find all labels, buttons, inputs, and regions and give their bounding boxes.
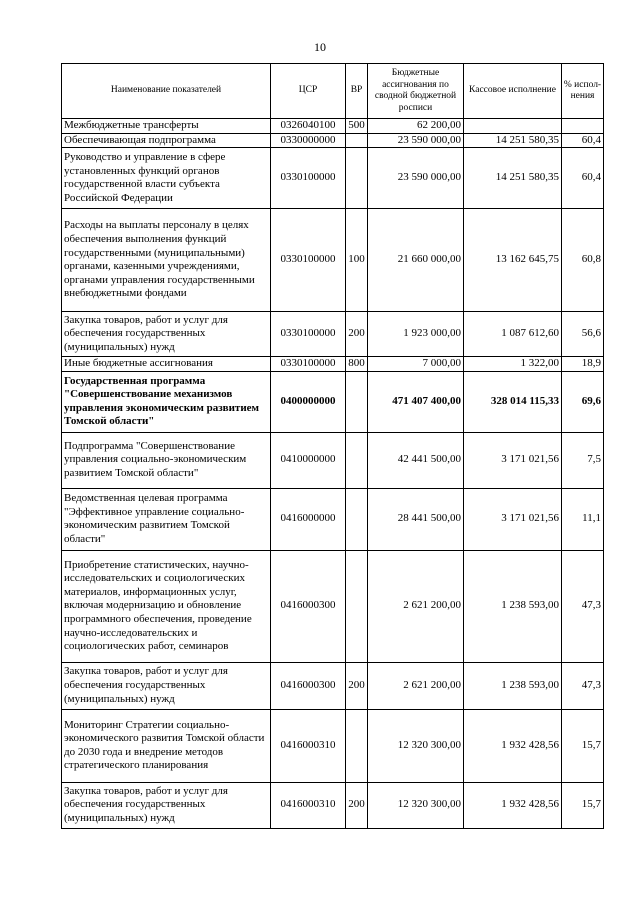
row-percent: 69,6 — [562, 371, 604, 432]
row-name: Закупка товаров, работ и услуг для обеспечения государственных (муниципальных) нужд — [62, 312, 271, 357]
row-cash: 3 171 021,56 — [464, 488, 562, 550]
row-budget: 23 590 000,00 — [368, 148, 464, 209]
row-cash: 1 322,00 — [464, 357, 562, 372]
row-cash: 328 014 115,33 — [464, 371, 562, 432]
row-vr: 200 — [346, 312, 368, 357]
row-name: Расходы на выплаты персоналу в целях обеспечения выполнения функций государственными (муниципальными) органами, казенными учреждениями, органами управления государственными внебюджетными фондами — [62, 209, 271, 312]
row-vr — [346, 371, 368, 432]
row-cash: 13 162 645,75 — [464, 209, 562, 312]
row-vr: 500 — [346, 119, 368, 134]
row-vr — [346, 432, 368, 488]
row-csr: 0416000310 — [271, 782, 346, 828]
row-vr — [346, 550, 368, 662]
table-row — [62, 209, 604, 312]
row-csr: 0416000000 — [271, 488, 346, 550]
row-csr: 0416000310 — [271, 709, 346, 782]
row-budget: 12 320 300,00 — [368, 709, 464, 782]
row-percent: 47,3 — [562, 550, 604, 662]
row-cash: 1 932 428,56 — [464, 782, 562, 828]
row-percent: 47,3 — [562, 662, 604, 709]
row-name: Государственная программа "Совершенствование механизмов управления экономическим развитием Томской области" — [62, 371, 271, 432]
table-row — [62, 119, 604, 134]
row-budget: 2 621 200,00 — [368, 662, 464, 709]
table-row — [62, 148, 604, 209]
table-row — [62, 371, 604, 432]
row-cash: 1 238 593,00 — [464, 550, 562, 662]
row-budget: 23 590 000,00 — [368, 133, 464, 148]
row-name: Обеспечивающая подпрограмма — [62, 133, 271, 148]
row-percent: 15,7 — [562, 709, 604, 782]
row-vr: 100 — [346, 209, 368, 312]
row-cash: 14 251 580,35 — [464, 148, 562, 209]
page-number: 10 — [314, 40, 326, 54]
header-vr: ВР — [346, 64, 368, 119]
row-vr — [346, 488, 368, 550]
table-row — [62, 662, 604, 709]
row-budget: 471 407 400,00 — [368, 371, 464, 432]
table-row — [62, 432, 604, 488]
header-csr: ЦСР — [271, 64, 346, 119]
row-csr: 0410000000 — [271, 432, 346, 488]
budget-execution-table — [61, 63, 604, 829]
row-name: Приобретение статистических, научно-исследовательских и социологических материалов, информационных услуг, включая модернизацию и обновление программного обеспечения, проведение научно-исследовательских и социологических работ, семинаров — [62, 550, 271, 662]
row-name: Иные бюджетные ассигнования — [62, 357, 271, 372]
row-name: Подпрограмма "Совершенствование управления социально-экономическим развитием Томской области" — [62, 432, 271, 488]
row-percent: 60,4 — [562, 133, 604, 148]
row-percent: 7,5 — [562, 432, 604, 488]
row-cash — [464, 119, 562, 134]
row-name: Ведомственная целевая программа "Эффективное управление социально-экономическим развитием Томской области" — [62, 488, 271, 550]
table-row — [62, 312, 604, 357]
row-csr: 0416000300 — [271, 550, 346, 662]
table-row — [62, 782, 604, 828]
row-csr: 0330000000 — [271, 133, 346, 148]
row-cash: 3 171 021,56 — [464, 432, 562, 488]
row-name: Мониторинг Стратегии социально-экономического развития Томской области до 2030 года и внедрение методов стратегического планирования — [62, 709, 271, 782]
row-csr: 0400000000 — [271, 371, 346, 432]
row-vr: 200 — [346, 662, 368, 709]
row-name: Межбюджетные трансферты — [62, 119, 271, 134]
header-cash: Кассовое исполнение — [464, 64, 562, 119]
row-vr: 800 — [346, 357, 368, 372]
row-csr: 0330100000 — [271, 312, 346, 357]
row-cash: 1 087 612,60 — [464, 312, 562, 357]
row-percent: 11,1 — [562, 488, 604, 550]
row-cash: 1 238 593,00 — [464, 662, 562, 709]
row-csr: 0330100000 — [271, 357, 346, 372]
row-cash: 14 251 580,35 — [464, 133, 562, 148]
row-budget: 28 441 500,00 — [368, 488, 464, 550]
row-vr: 200 — [346, 782, 368, 828]
row-budget: 12 320 300,00 — [368, 782, 464, 828]
row-percent: 18,9 — [562, 357, 604, 372]
header-name: Наименование показателей — [62, 64, 271, 119]
header-percent: % испол-нения — [562, 64, 604, 119]
row-vr — [346, 148, 368, 209]
row-csr: 0330100000 — [271, 209, 346, 312]
row-budget: 7 000,00 — [368, 357, 464, 372]
table-row — [62, 709, 604, 782]
row-vr — [346, 709, 368, 782]
row-csr: 0326040100 — [271, 119, 346, 134]
row-percent — [562, 119, 604, 134]
table-row — [62, 550, 604, 662]
row-csr: 0330100000 — [271, 148, 346, 209]
header-row — [62, 64, 604, 119]
row-budget: 1 923 000,00 — [368, 312, 464, 357]
row-name: Закупка товаров, работ и услуг для обеспечения государственных (муниципальных) нужд — [62, 662, 271, 709]
row-budget: 21 660 000,00 — [368, 209, 464, 312]
row-budget: 2 621 200,00 — [368, 550, 464, 662]
row-percent: 56,6 — [562, 312, 604, 357]
row-cash: 1 932 428,56 — [464, 709, 562, 782]
row-percent: 60,4 — [562, 148, 604, 209]
row-name: Руководство и управление в сфере установленных функций органов государственной власти субъекта Российской Федерации — [62, 148, 271, 209]
row-budget: 42 441 500,00 — [368, 432, 464, 488]
row-name: Закупка товаров, работ и услуг для обеспечения государственных (муниципальных) нужд — [62, 782, 271, 828]
row-budget: 62 200,00 — [368, 119, 464, 134]
row-csr: 0416000300 — [271, 662, 346, 709]
header-budget: Бюджетные ассигнования по сводной бюджетной росписи — [368, 64, 464, 119]
table-row — [62, 357, 604, 372]
row-percent: 60,8 — [562, 209, 604, 312]
table-row — [62, 133, 604, 148]
row-vr — [346, 133, 368, 148]
row-percent: 15,7 — [562, 782, 604, 828]
table-row — [62, 488, 604, 550]
